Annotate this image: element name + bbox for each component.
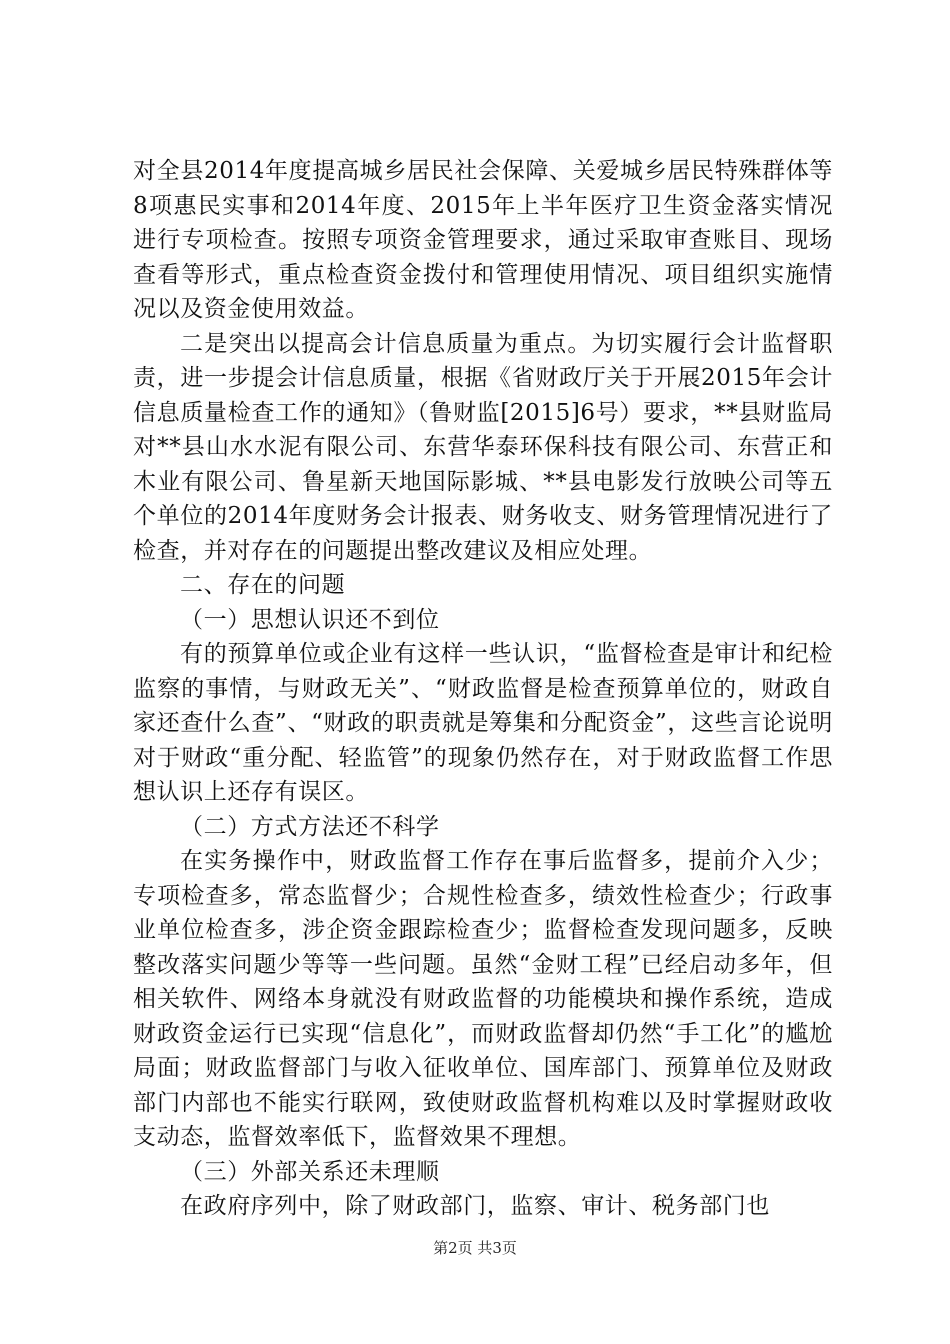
paragraph-accounting-quality: 二是突出以提高会计信息质量为重点。为切实履行会计监督职责，进一步提会计信息质量，根据《省财政厅关于开展2015年会计信息质量检查工作的通知》（鲁财监[2015]6号）要求，**县财监局对**县山水水泥有限公司、东营华泰环保科技有限公司、东营正和木业有限公司、鲁星新天地国际影城、**县电影发行放映公司等五个单位的2014年度财务会计报表、财务收支、财务管理情况进行了检查，并对存在的问题提出整改建议及相应处理。	[133, 330, 833, 564]
section-heading-problems: 二、存在的问题	[180, 572, 346, 598]
subheading-external-relations: （三）外部关系还未理顺	[180, 1158, 440, 1185]
page-footer: 第2页 共3页	[433, 1239, 517, 1257]
paragraph-awareness: 有的预算单位或企业有这样一些认识，“监督检查是审计和纪检监察的事情，与财政无关”、“财政监督是检查预算单位的，财政自家还查什么查”、“财政的职责就是筹集和分配资金”，这些言论说明对于财政“重分配、轻监管”的现象仍然存在，对于财政监督工作思想认识上还存有误区。	[133, 641, 833, 805]
paragraph-continuation: 对全县2014年度提高城乡居民社会保障、关爱城乡居民特殊群体等8项惠民实事和2014年度、2015年上半年医疗卫生资金落实情况进行专项检查。按照专项资金管理要求，通过采取审查账目、现场查看等形式，重点检查资金拨付和管理使用情况、项目组织实施情况以及资金使用效益。	[133, 158, 833, 322]
paragraph-methods: 在实务操作中，财政监督工作存在事后监督多，提前介入少；专项检查多，常态监督少；合规性检查多，绩效性检查少；行政事业单位检查多，涉企资金跟踪检查少；监督检查发现问题多，反映整改落实问题少等等一些问题。虽然“金财工程”已经启动多年，但相关软件、网络本身就没有财政监督的功能模块和操作系统，造成财政资金运行已实现“信息化”，而财政监督却仍然“手工化”的尴尬局面；财政监督部门与收入征收单位、国库部门、预算单位及财政部门内部也不能实行联网，致使财政监督机构难以及时掌握财政收支动态，监督效率低下，监督效果不理想。	[133, 848, 833, 1150]
document-body	[133, 154, 833, 1224]
paragraph-external-relations: 在政府序列中，除了财政部门，监察、审计、税务部门也	[180, 1193, 770, 1219]
subheading-methods: （二）方式方法还不科学	[180, 813, 440, 840]
subheading-awareness: （一）思想认识还不到位	[180, 606, 440, 633]
